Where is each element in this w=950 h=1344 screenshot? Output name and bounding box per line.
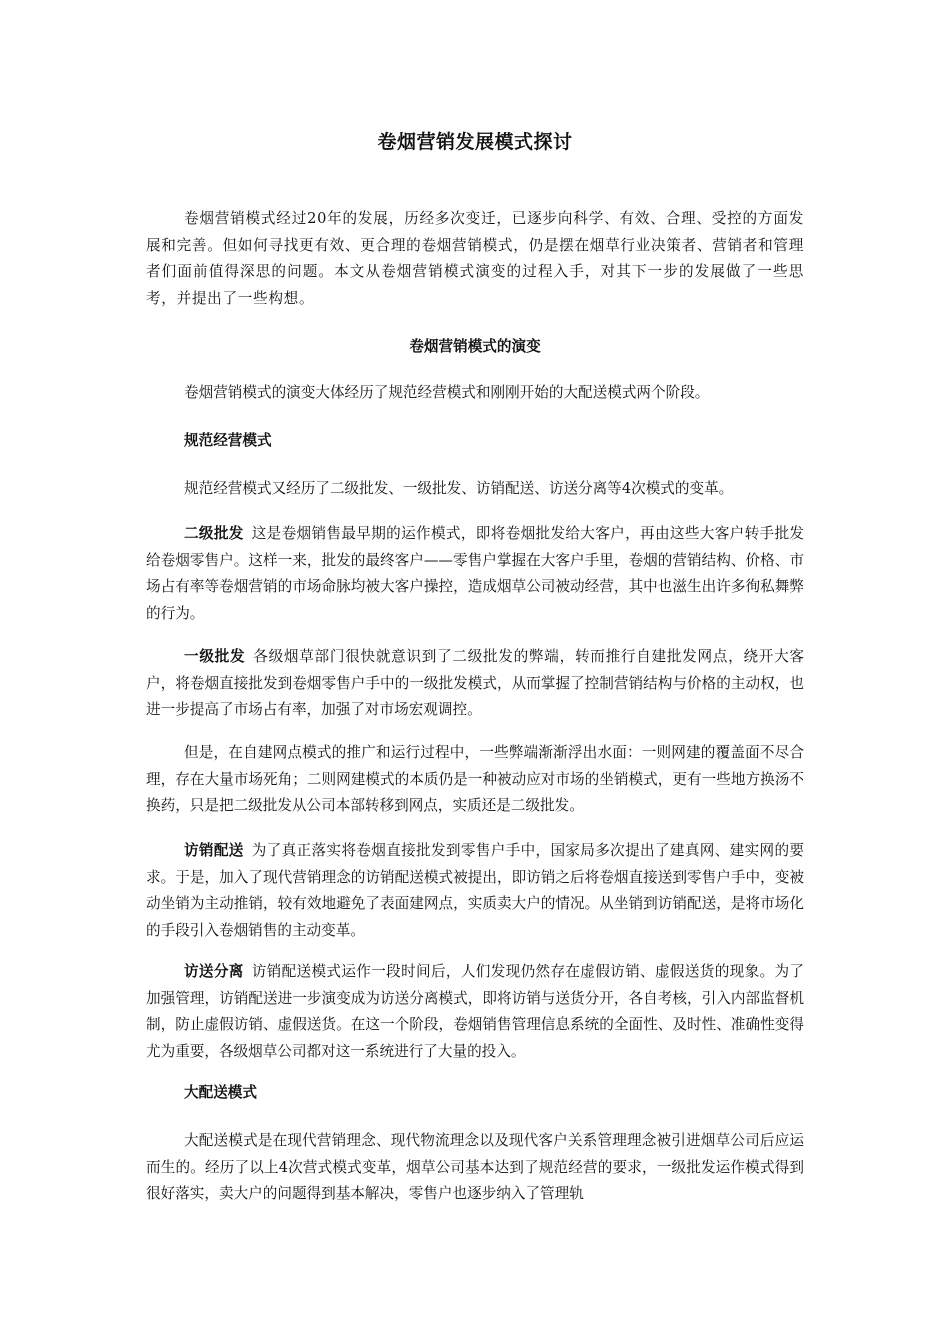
- paragraph-lead-term: 二级批发: [184, 525, 244, 542]
- paragraph-body: 为了真正落实将卷烟直接批发到零售户手中，国家局多次提出了建真网、建实网的要求。于是，加入了现代营销理念的访销配送模式被提出，即访销之后将卷烟直接送到零售户手中，变被动坐销为主动推销，较有效地避免了表面建网点，实质卖大户的情况。从坐销到访销配送，是将市场化的手段引入卷烟销售的主动变革。: [146, 842, 804, 939]
- paragraph-lead-term: 访销配送: [184, 842, 244, 859]
- paragraph-lead-term: 一级批发: [184, 648, 246, 665]
- document-title: 卷烟营销发展模式探讨: [377, 131, 573, 153]
- paragraph-lead-term: 访送分离: [184, 963, 244, 980]
- intro-paragraph: 卷烟营销模式经过20年的发展，历经多次变迁，已逐步向科学、有效、合理、受控的方面发展和完善。但如何寻找更有效、更合理的卷烟营销模式，仍是摆在烟草行业决策者、营销者和管理者们面前值得深思的问题。本文从卷烟营销模式演变的过程入手，对其下一步的发展做了一些思考，并提出了一些构想。: [146, 210, 804, 307]
- paragraph-visit-delivery-separation: [146, 959, 804, 1065]
- paragraph-secondary-wholesale: [146, 521, 804, 627]
- paragraph-primary-wholesale: [146, 644, 804, 724]
- section-heading: 卷烟营销模式的演变: [409, 338, 541, 355]
- sub-heading-large-distribution: 大配送模式: [184, 1084, 257, 1101]
- sub-heading-regulated-operation: 规范经营模式: [184, 432, 272, 449]
- sub-overview-paragraph: 规范经营模式又经历了二级批发、一级批发、访销配送、访送分离等4次模式的变革。: [184, 480, 734, 497]
- paragraph-visit-sales-delivery: [146, 838, 804, 944]
- paragraph-however: 但是，在自建网点模式的推广和运行过程中，一些弊端渐渐浮出水面：一则网建的覆盖面不尽合理，存在大量市场死角；二则网建模式的本质仍是一种被动应对市场的坐销模式，更有一些地方换汤不换药，只是把二级批发从公司本部转移到网点，实质还是二级批发。: [146, 744, 804, 814]
- section-overview-paragraph: 卷烟营销模式的演变大体经历了规范经营模式和刚刚开始的大配送模式两个阶段。: [184, 384, 710, 401]
- paragraph-large-distribution: 大配送模式是在现代营销理念、现代物流理念以及现代客户关系管理理念被引进烟草公司后应运而生的。经历了以上4次营式模式变革，烟草公司基本达到了规范经营的要求，一级批发运作模式得到很好落实，卖大户的问题得到基本解决，零售户也逐步纳入了管理轨: [146, 1132, 804, 1202]
- paragraph-body: 访销配送模式运作一段时间后，人们发现仍然存在虚假访销、虚假送货的现象。为了加强管理，访销配送进一步演变成为访送分离模式，即将访销与送货分开，各自考核，引入内部监督机制，防止虚假访销、虚假送货。在这一个阶段，卷烟销售管理信息系统的全面性、及时性、准确性变得尤为重要，各级烟草公司都对这一系统进行了大量的投入。: [146, 963, 804, 1060]
- paragraph-body: 这是卷烟销售最早期的运作模式，即将卷烟批发给大客户，再由这些大客户转手批发给卷烟零售户。这样一来，批发的最终客户——零售户掌握在大客户手里，卷烟的营销结构、价格、市场占有率等卷烟营销的市场命脉均被大客户操控，造成烟草公司被动经营，其中也滋生出许多徇私舞弊的行为。: [146, 525, 804, 622]
- paragraph-body: 各级烟草部门很快就意识到了二级批发的弊端，转而推行自建批发网点，绕开大客户，将卷烟直接批发到卷烟零售户手中的一级批发模式，从而掌握了控制营销结构与价格的主动权，也进一步提高了市场占有率，加强了对市场宏观调控。: [146, 648, 804, 718]
